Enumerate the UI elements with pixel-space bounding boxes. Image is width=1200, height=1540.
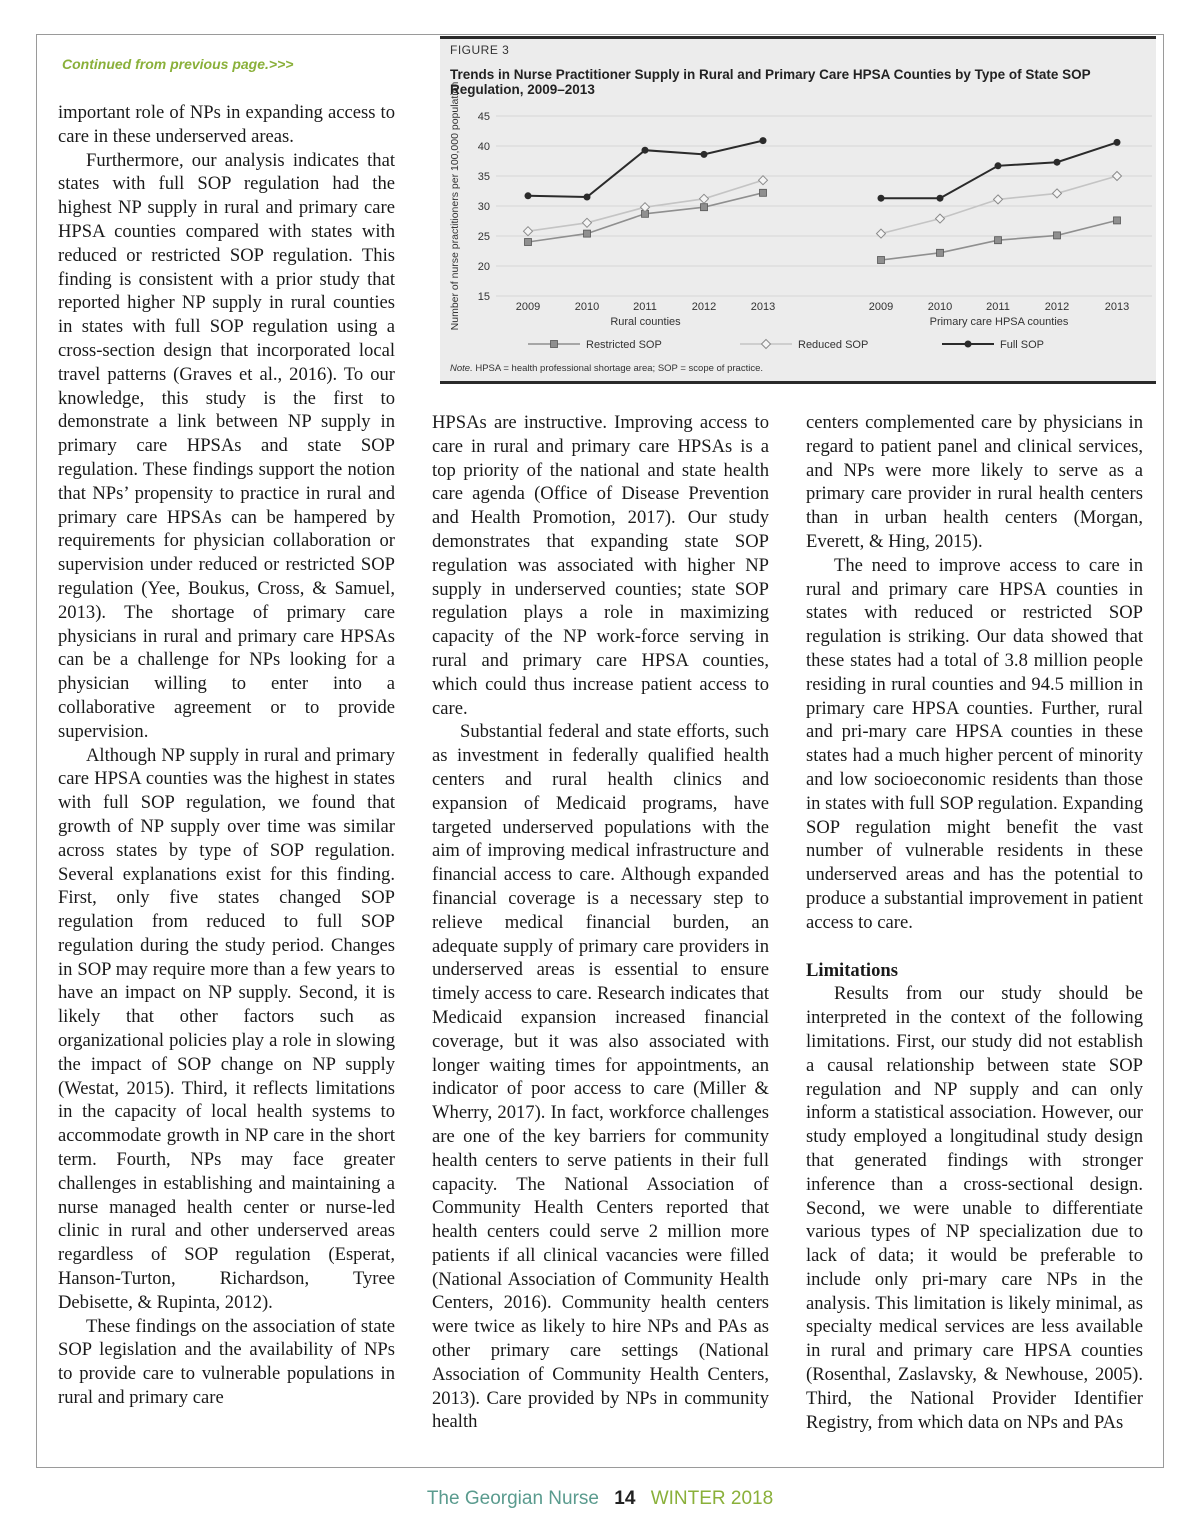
data-point-full-sop	[642, 147, 649, 154]
continued-label: Continued from previous page.>>>	[62, 56, 294, 72]
data-point-full-sop	[878, 195, 885, 202]
data-point-reduced-sop	[524, 227, 533, 236]
data-point-full-sop	[525, 192, 532, 199]
x-tick-label: 2009	[515, 301, 541, 313]
y-tick-label: 20	[477, 261, 490, 273]
data-point-restricted-sop	[760, 189, 767, 196]
data-point-restricted-sop	[1114, 217, 1121, 224]
data-point-legend-full-sop	[965, 341, 972, 348]
data-point-full-sop	[937, 195, 944, 202]
x-tick-label: 2010	[927, 301, 953, 313]
legend-label: Restricted SOP	[586, 339, 662, 351]
data-point-reduced-sop	[877, 229, 886, 238]
data-point-full-sop	[584, 194, 591, 201]
magazine-name: The Georgian Nurse	[426, 1488, 599, 1509]
paragraph: These findings on the association of state SOP legislation and the availability of NPs to provide care to vulnerable populations in rural and primary care	[58, 1315, 395, 1409]
x-tick-label: 2010	[574, 301, 600, 313]
data-point-full-sop	[760, 137, 767, 144]
x-tick-label: 2011	[986, 301, 1010, 313]
data-point-restricted-sop	[701, 204, 708, 211]
paragraph: Furthermore, our analysis indicates that states with full SOP regulation had the highest NP supply in rural and primary care HPSA counties compared with states with reduced or restricted SOP regulation. This finding is consistent with a prior study that reported higher NP supply in rural counties in states with full SOP regulation using a cross-section design that incorporated local travel patterns (Graves et al., 2016). To our knowledge, this study is the first to demonstrate a link between NP supply in primary care HPSAs and state SOP regulation. These findings support the notion that NPs’ propensity to practice in rural and primary care HPSAs can be hampered by requirements for physician collaboration or supervision under reduced or restricted SOP regulation (Yee, Boukus, Cross, & Samuel, 2013). The shortage of primary care physicians in rural and primary care HPSAs can be a challenge for NPs looking for a physician willing to enter into a collaborative agreement or to provide supervision.	[58, 149, 395, 742]
data-point-reduced-sop	[583, 218, 592, 227]
y-tick-label: 30	[477, 201, 490, 213]
figure-label: FIGURE 3	[450, 43, 510, 57]
data-point-legend-restricted-sop	[551, 341, 558, 348]
y-tick-label: 25	[477, 231, 490, 243]
x-tick-label: 2011	[633, 301, 657, 313]
data-point-full-sop	[995, 162, 1002, 169]
series-line-reduced-sop	[881, 176, 1117, 234]
data-point-full-sop	[1114, 139, 1121, 146]
x-tick-label: 2009	[868, 301, 894, 313]
panel-label: Primary care HPSA counties	[929, 316, 1069, 328]
y-tick-label: 45	[477, 111, 490, 123]
y-tick-label: 15	[477, 291, 490, 303]
legend-label: Reduced SOP	[798, 339, 869, 351]
figure-3	[440, 36, 1156, 384]
page-number: 14	[614, 1488, 636, 1509]
data-point-full-sop	[701, 151, 708, 158]
data-point-reduced-sop	[936, 214, 945, 223]
data-point-reduced-sop	[994, 195, 1003, 204]
panel-label: Rural counties	[610, 316, 681, 328]
x-tick-label: 2012	[1044, 301, 1070, 313]
data-point-restricted-sop	[995, 237, 1002, 244]
data-point-reduced-sop	[759, 176, 768, 185]
text-column-3	[806, 411, 1143, 1434]
issue-label: WINTER 2018	[650, 1488, 774, 1509]
data-point-restricted-sop	[878, 257, 885, 264]
data-point-legend-reduced-sop	[762, 340, 771, 349]
series-line-full-sop	[881, 142, 1117, 198]
data-point-reduced-sop	[1113, 172, 1122, 181]
data-point-restricted-sop	[525, 239, 532, 246]
figure-note	[450, 363, 763, 374]
paragraph: Results from our study should be interpreted in the context of the following limitations. First, our study did not establish a causal relationship between state SOP regulation and NP supply and can only inform a statistical association. However, our study employed a longitudinal study design that generated findings with stronger inference than a cross-sectional design. Second, we were unable to differentiate various types of NP specialization due to lack of data; it would be preferable to include only pri-mary care NPs in the analysis. This limitation is likely minimal, as specialty medical services are less available in rural and primary care HPSA counties (Rosenthal, Zaslavsky, & Newhouse, 2005). Third, the National Provider Identifier Registry, from which data on NPs and PAs	[806, 983, 1143, 1433]
section-heading: Limitations	[806, 959, 898, 981]
y-tick-label: 35	[477, 171, 490, 183]
x-tick-label: 2013	[750, 301, 776, 313]
paragraph: The need to improve access to care in rural and primary care HPSA counties in states with reduced or restricted SOP regulation is striking. Our data showed that these states had a total of 3.8 million people residing in rural counties and 94.5 million in primary care HPSA counties. Further, rural and pri-mary care HPSA counties in these states had a much higher percent of minority and low socioeconomic residents than those in states with full SOP regulation. Expanding SOP regulation might benefit the vast number of vulnerable residents in these underserved areas and has the potential to produce a substantial improvement in patient access to care.	[806, 554, 1143, 933]
text-column-1	[58, 101, 395, 1410]
data-point-reduced-sop	[700, 194, 709, 203]
data-point-restricted-sop	[937, 249, 944, 256]
y-tick-label: 40	[477, 141, 490, 153]
paragraph: important role of NPs in expanding access to care in these underserved areas.	[58, 102, 395, 147]
y-axis-label: Number of nurse practitioners per 100,000 population	[449, 81, 461, 331]
paragraph: Although NP supply in rural and primary care HPSA counties was the highest in states with full SOP regulation, we found that growth of NP supply over time was similar across states by type of SOP regulation. Several explanations exist for this finding. First, only five states changed SOP regulation from reduced to full SOP regulation during the study period. Changes in SOP may require more than a few years to have an impact on NP supply. Second, it is likely that other factors such as organizational policies play a role in slowing the impact of SOP change on NP supply (Westat, 2015). Third, it reflects limitations in the capacity of local health systems to accommodate growth in NP care in the short term. Fourth, NPs may face greater challenges in establishing and maintaining a nurse managed health center or nurse-led clinic in rural and other underserved areas regardless of SOP regulation (Esperat, Hanson-Turton, Richardson, Tyree Debisette, & Rupinta, 2012).	[58, 744, 395, 1313]
data-point-restricted-sop	[1054, 232, 1061, 239]
text-column-2	[432, 411, 769, 1434]
figure-note-text: HPSA = health professional shortage area; SOP = scope of practice.	[472, 363, 763, 374]
x-tick-label: 2013	[1104, 301, 1130, 313]
data-point-reduced-sop	[1053, 189, 1062, 198]
line-chart	[440, 39, 1156, 384]
legend-label: Full SOP	[1000, 339, 1045, 351]
data-point-full-sop	[1054, 159, 1061, 166]
figure-note-prefix: Note.	[450, 363, 473, 374]
figure-title: Trends in Nurse Practitioner Supply in Rural and Primary Care HPSA Counties by Type of State SOP Regulation, 2009–2013	[450, 67, 1091, 97]
paragraph: centers complemented care by physicians in regard to patient panel and clinical services, and NPs were more likely to serve as a primary care provider in rural health centers than in urban health centers (Morgan, Everett, & Hing, 2015).	[806, 412, 1143, 552]
x-tick-label: 2012	[691, 301, 717, 313]
paragraph: Substantial federal and state efforts, such as investment in federally qualified health centers and rural health clinics and expansion of Medicaid programs, have targeted underserved populations with the aim of improving medical infrastructure and financial access to care. Although expanded financial coverage is a necessary step to relieve medical financial burden, an adequate supply of primary care providers in underserved areas is essential to ensure timely access to care. Research indicates that Medicaid expansion increased financial coverage, but it was also associated with longer waiting times for appointments, an indicator of poor access to care (Miller & Wherry, 2017). In fact, workforce challenges are one of the key barriers for community health centers to serve patients in their full capacity. The National Association of Community Health Centers reported that health centers could serve 2 million more patients if all clinical vacancies were filled (National Association of Community Health Centers, 2016). Community health centers were twice as likely to hire NPs and PAs as other primary care settings (National Association of Community Health Centers, 2013). Care provided by NPs in community health	[432, 721, 769, 1433]
page-footer	[0, 1488, 1200, 1510]
paragraph: HPSAs are instructive. Improving access to care in rural and primary care HPSAs is a top priority of the national and state health care agenda (Office of Disease Prevention and Health Promotion, 2017). Our study demonstrates that expanding state SOP regulation was associated with higher NP supply in underserved counties; state SOP regulation plays a role in maximizing capacity of the NP work-force serving in rural and primary care HPSA counties, which could thus increase patient access to care.	[432, 412, 769, 719]
data-point-restricted-sop	[584, 230, 591, 237]
